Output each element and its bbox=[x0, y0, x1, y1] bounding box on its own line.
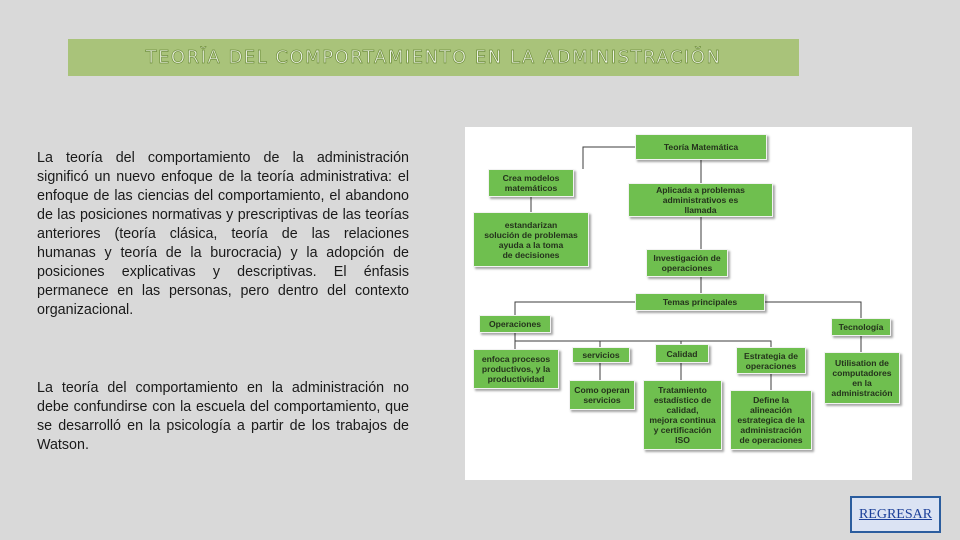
node-utilisation-computadores: Utilisation de computadores en la administración bbox=[824, 352, 900, 404]
paragraph-definition: La teoría del comportamiento de la administración significó un nuevo enfoque de la teoría administrativa: el enfoque de las ciencias del comportamiento, el abandono de las posiciones normativas y prescriptivas de las teorías anteriores (teoría clásica, teoría de las relaciones humanas y teoría de la burocracia) y la adopción de posiciones explicativas y descriptivas. El énfasis permanece en las personas, pero dentro del contexto organizacional. bbox=[37, 150, 409, 318]
node-define-alineacion: Define la alineación estrategica de la administración de operaciones bbox=[730, 390, 812, 450]
node-crea-modelos: Crea modelos matemáticos bbox=[488, 169, 574, 197]
title-bar bbox=[68, 39, 799, 76]
node-enfoca-procesos: enfoca procesos productivos, y la productividad bbox=[473, 349, 559, 389]
slide-title: TEORĬA DEL COMPORTAMIENTO EN LA ADMINISTRACIŎN bbox=[145, 47, 722, 68]
node-estandarizan: estandarizan solución de problemas ayuda a la toma de decisiones bbox=[473, 212, 589, 267]
node-tratamiento-estadistico: Tratamiento estadístico de calidad, mejora continua y certificación ISO bbox=[643, 380, 722, 450]
node-aplicada: Aplicada a problemas administrativos es llamada bbox=[628, 183, 773, 217]
node-teoria-matematica: Teoría Matemática bbox=[635, 134, 767, 160]
node-como-operan: Como operan servicios bbox=[569, 380, 635, 410]
regresar-button[interactable]: REGRESAR bbox=[850, 496, 941, 533]
paragraph-clarification: La teoría del comportamiento en la administración no debe confundirse con la escuela del comportamiento, que se desarrolló en la psicología a partir de los trabajos de Watson. bbox=[37, 380, 409, 453]
node-servicios: servicios bbox=[572, 347, 630, 363]
node-calidad: Calidad bbox=[655, 344, 709, 363]
node-operaciones: Operaciones bbox=[479, 315, 551, 333]
node-temas-principales: Temas principales bbox=[635, 293, 765, 311]
node-investigacion-operaciones: Investigación de operaciones bbox=[646, 249, 728, 277]
org-chart-diagram bbox=[465, 127, 912, 480]
node-tecnologia: Tecnología bbox=[831, 318, 891, 336]
node-estrategia-operaciones: Estrategia de operaciones bbox=[736, 347, 806, 374]
